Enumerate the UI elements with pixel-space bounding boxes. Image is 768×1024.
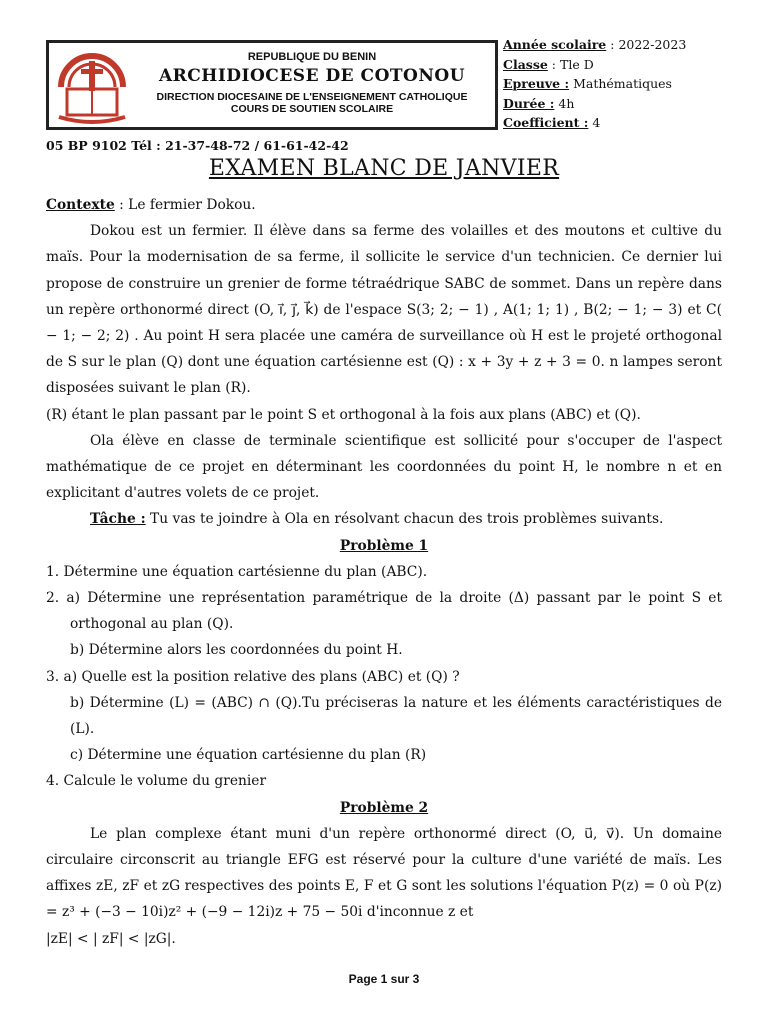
exam-body [46, 192, 722, 952]
question-3a: 3. a) Quelle est la position relative des plans (ABC) et (Q) ? [46, 668, 460, 685]
question-1: 1. Détermine une équation cartésienne du plan (ABC). [46, 563, 428, 580]
question-2b: b) Détermine alors les coordonnées du point H. [70, 642, 403, 659]
problem-2-text: Le plan complexe étant muni d'un repère orthonormé direct (O, u⃗, v⃗). Un domaine circulaire circonscrit au triangle EFG est réservé pour la culture d'une variété de maïs. Les affixes zE, zF et zG respectives des points E, F et G sont les solutions l'équation P(z) = 0 où P(z) = z³ + (−3 − 10i)z² + (−9 − 12i)z + 75 − 50i d'inconnue z et [46, 825, 722, 921]
problem-2-title: Problème 2 [339, 799, 429, 816]
page-number: Page 1 sur 3 [348, 972, 420, 986]
question-2a: 2. a) Détermine une représentation paramétrique de la droite (Δ) passant par le point S et orthogonal au plan (Q). [46, 590, 722, 633]
exam-info [503, 35, 686, 133]
course-label: COURS DE SOUTIEN SCOLAIRE [230, 103, 394, 115]
direction-label: DIRECTION DIOCESAINE DE L'ENSEIGNEMENT CATHOLIQUE [156, 91, 468, 103]
archdiocese-title: ARCHIDIOCESE DE COTONOU [158, 66, 466, 86]
info-row: Durée : 4h [503, 95, 575, 111]
info-row: Epreuve : Mathématiques [503, 76, 672, 91]
question-3b: b) Détermine (L) = (ABC) ∩ (Q).Tu préciseras la nature et les éléments caractéristiques de (L). [70, 694, 722, 738]
header-banner [46, 40, 498, 130]
plane-r-definition: (R) étant le plan passant par le point S et orthogonal à la fois aux plans (ABC) et (Q). [46, 406, 641, 423]
contact-address: 05 BP 9102 Tél : 21-37-48-72 / 61-61-42-42 [46, 138, 349, 153]
info-row: Année scolaire : 2022-2023 [503, 37, 687, 52]
ola-paragraph: Ola élève en classe de terminale scientifique est sollicité pour s'occuper de l'aspect mathématique de ce projet en déterminant les coordonnées du point H, le nombre n et en explicitant d'autres volets de ce projet. [46, 432, 722, 502]
republic-label: REPUBLIQUE DU BENIN [247, 51, 377, 63]
question-3c: c) Détermine une équation cartésienne du plan (R) [70, 747, 427, 764]
info-row: Classe : Tle D [503, 56, 594, 72]
archdiocese-logo-icon [55, 47, 129, 125]
problem-1-title: Problème 1 [339, 537, 429, 554]
page-title: EXAMEN BLANC DE JANVIER [208, 156, 560, 181]
context-paragraph: Dokou est un fermier. Il élève dans sa ferme des volailles et des moutons et cultive du maïs. Pour la modernisation de sa ferme, il sollicite le service d'un technicien. Ce dernier lui propose de construire un grenier de forme tétraédrique SABC de sommet. Dans un repère dans un repère orthonormé direct (O, i⃗, j⃗, k⃗) de l'espace S(3; 2; − 1) , A(1; 1; 1) , B(2; − 1; − 3) et C( − 1; − 2; 2) . Au point H sera placée une caméra de surveillance où H est le projeté orthogonal de S sur le plan (Q) dont une équation cartésienne est (Q) : x + 3y + z + 3 = 0. n lampes seront disposées suivant le plan (R). [46, 223, 722, 397]
task-line: Tâche : Tu vas te joindre à Ola en résolvant chacun des trois problèmes suivants. [90, 511, 664, 528]
modulus-condition: |zE| < | zF| < |zG|. [46, 930, 176, 947]
context-line: Contexte : Le fermier Dokou. [46, 197, 256, 213]
info-row: Coefficient : 4 [503, 115, 601, 130]
question-4: 4. Calcule le volume du grenier [46, 773, 267, 790]
